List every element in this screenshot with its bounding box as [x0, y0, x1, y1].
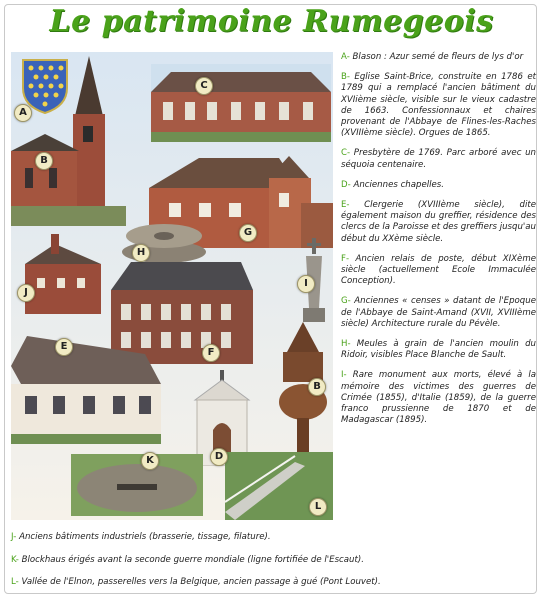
label-h: H — [132, 244, 150, 262]
label-e: E — [55, 338, 73, 356]
description-d: D- Anciennes chapelles. — [341, 179, 445, 190]
clergerie-image — [11, 326, 161, 444]
label-d: D — [210, 448, 228, 466]
label-b2: B — [308, 378, 326, 396]
label-a: A — [14, 104, 32, 122]
descriptions-list — [341, 52, 536, 435]
presbytery-image — [151, 64, 331, 142]
photo-collage — [11, 52, 333, 520]
label-k: K — [141, 452, 159, 470]
footer-item-k: K- Blockhaus érigés avant la seconde guerre mondiale (ligne fortifiée de l'Escaut). — [11, 555, 364, 565]
industrial-building-image — [25, 234, 101, 314]
description-b: B- Eglise Saint-Brice, construite en 1786 et 1789 qui a remplacé l'ancien bâtiment du XVIième siècle, visible sur le vieux cadastre de 1663. Confessionnaux et chaires provenant de l'Abbaye de Flines-les-Raches (XVIIIème siècle). Orgues de 1865. — [341, 72, 536, 139]
label-l: L — [309, 498, 327, 516]
footer-item-l: L- Vallée de l'Elnon, passerelles vers la Belgique, ancien passage à gué (Pont Louvet). — [11, 577, 381, 587]
label-j: J — [17, 284, 35, 302]
footer-item-j: J- Anciens bâtiments industriels (brasserie, tissage, filature). — [11, 532, 271, 542]
description-h: H- Meules à grain de l'ancien moulin du Ridoir, visibles Place Blanche de Sault. — [341, 339, 536, 361]
page-title: Le patrimoine Rumegeois — [49, 4, 494, 39]
description-a: A- Blason : Azur semé de fleurs de lys d'or — [341, 52, 524, 62]
description-g: G- Anciennes « censes » datant de l'Epoque de l'Abbaye de Saint-Amand (XVII, XVIIIème siècle) Architecture rurale du Pévèle. — [341, 296, 536, 329]
label-g: G — [239, 224, 257, 242]
label-c: C — [195, 77, 213, 95]
description-e: E- Clergerie (XVIIIème siècle), dite également maison du greffier, résidence des clercs de la Paroisse et des greffiers jusqu'au début du XXème siècle. — [341, 200, 536, 244]
blockhaus-image — [71, 454, 203, 516]
church-image — [11, 56, 126, 226]
description-f: F- Ancien relais de poste, début XIXème siècle (actuellement Ecole Immaculée Conception). — [341, 253, 537, 287]
description-c: C- Presbytère de 1769. Parc arboré avec un séquoia centenaire. — [341, 148, 537, 170]
label-b: B — [35, 152, 53, 170]
label-f: F — [202, 344, 220, 362]
description-i: I- Rare monument aux morts, élevé à la mémoire des victimes des guerres de Crimée (1855), d'Italie (1859), de la guerre franco prussienne de 1870 et de Madagascar (1895). — [341, 370, 536, 426]
label-i: I — [297, 275, 315, 293]
